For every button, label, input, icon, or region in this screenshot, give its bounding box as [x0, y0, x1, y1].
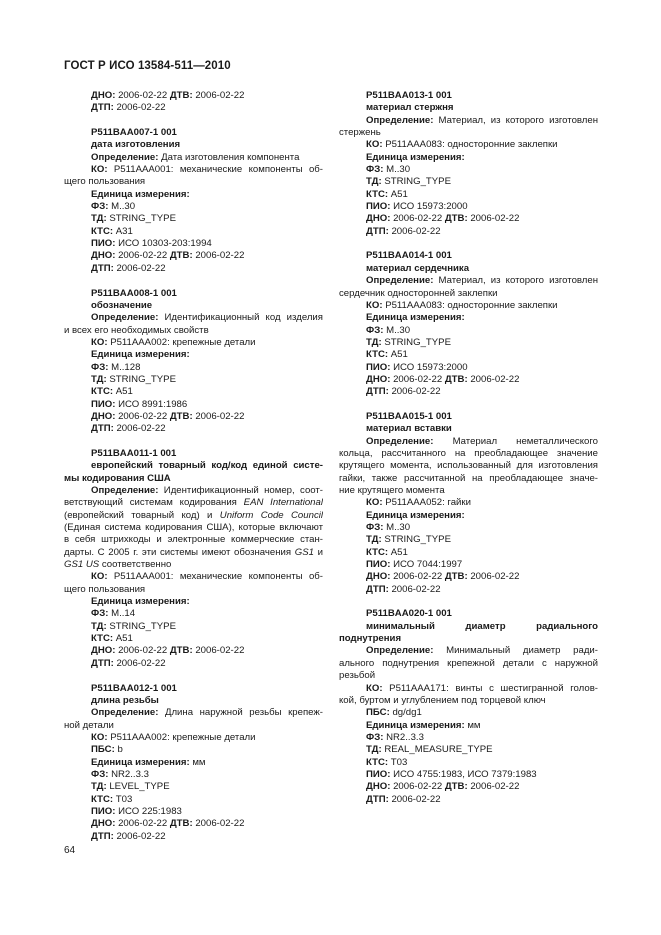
- entry-l1: [64, 127, 323, 275]
- entry-definition: Определение: Материал, из которого изготовлен: [366, 275, 598, 287]
- entry-definition: Определение: Идентификационный код изделия: [91, 312, 323, 324]
- entry-pbs: ПБС: b: [91, 744, 123, 756]
- entry-ko: КО: P511AAA001: механические компоненты об-: [91, 164, 323, 176]
- entry-pio: ПИО: ИСО 4755:1983, ИСО 7379:1983: [366, 768, 537, 780]
- entry-code: P511BAA013-1 001: [366, 90, 452, 101]
- entry-pio: ПИО: ИСО 15973:2000: [366, 361, 468, 373]
- entry-dates: ДНО: 2006-02-22 ДТВ: 2006-02-22: [91, 645, 245, 657]
- entry-ko: КО: P511AAA083: односторонние заклепки: [366, 139, 558, 151]
- entry-td: ТД: LEVEL_TYPE: [91, 781, 170, 793]
- entry-dtp: ДТП: 2006-02-22: [366, 793, 441, 805]
- entry-kts: КТС: A51: [366, 188, 408, 200]
- entry-fz: ФЗ: M..14: [91, 608, 136, 620]
- entry-td: ТД: STRING_TYPE: [91, 213, 176, 225]
- entry-name: минимальный диаметр радиального: [366, 620, 598, 632]
- entry-td: ТД: STRING_TYPE: [366, 336, 451, 348]
- entry-unit: Единица измерения: мм: [366, 719, 481, 731]
- entry-code: P511BAA015-1 001: [366, 410, 452, 422]
- entry-kts: КТС: A51: [366, 546, 408, 558]
- entry-unit: Единица измерения:: [91, 596, 190, 608]
- entry-ko: КО: P511AAA002: крепежные детали: [91, 336, 256, 348]
- right-column: [339, 90, 598, 806]
- entry-code: P511BAA008-1 001: [91, 287, 177, 299]
- entry-name: материал стержня: [366, 102, 454, 114]
- left-column: [64, 90, 323, 843]
- entry-unit: Единица измерения: мм: [91, 756, 206, 768]
- entry-name: обозначение: [91, 299, 153, 311]
- entry-dates: ДНО: 2006-02-22 ДТВ: 2006-02-22: [91, 410, 245, 422]
- entry-definition-cont: дарты. С 2005 г. эти системы имеют обозначения GS1 и: [64, 546, 323, 558]
- entry-definition: Определение: Дата изготовления компонента: [91, 151, 300, 163]
- entry-dtp: ДТП: 2006-02-22: [91, 830, 166, 842]
- entry-definition-cont: кольца, рассчитанного на преобладающее значение: [339, 447, 598, 459]
- entry-dtp: ДТП: 2006-02-22: [91, 262, 166, 274]
- entry-fz: ФЗ: M..30: [366, 522, 411, 534]
- entry-kts: КТС: A51: [366, 349, 408, 361]
- entry-name: европейский товарный код/код единой систе-: [91, 460, 323, 472]
- entry-fz: ФЗ: M..30: [91, 201, 136, 213]
- entry-definition-cont: (Единая система кодирования США), которые включают: [64, 522, 323, 534]
- entry-ko: КО: P511AAA052: гайки: [366, 497, 471, 509]
- entry-name: длина резьбы: [91, 694, 159, 706]
- entry-r4: [339, 608, 598, 806]
- entry-pio: ПИО: ИСО 7044:1997: [366, 559, 463, 571]
- entry-definition-cont: гайки, также рассчитанной на преобладающее значе-: [339, 472, 598, 484]
- entry-dtp: ДТП: 2006-02-22: [91, 657, 166, 669]
- entry-pio: ПИО: ИСО 10303-203:1994: [91, 238, 212, 250]
- entry-r2: [339, 250, 598, 398]
- entry-fz: ФЗ: NR2..3.3: [91, 768, 149, 780]
- entry-unit: Единица измерения:: [91, 349, 190, 361]
- document-header: ГОСТ Р ИСО 13584-511—2010: [64, 60, 231, 72]
- entry-pio: ПИО: ИСО 8991:1986: [91, 398, 188, 410]
- entry-definition-cont: (европейский товарный код) и Uniform Code Council: [64, 509, 323, 521]
- entry-name-cont: поднутрения: [339, 633, 402, 645]
- entry-definition-cont: ального поднутрения крепежной детали с наружной: [339, 657, 598, 669]
- continuation-dates: ДНО: 2006-02-22 ДТВ: 2006-02-22: [91, 90, 245, 101]
- entry-definition: Определение: Минимальный диаметр ради-: [366, 645, 598, 657]
- continuation-dtp: ДТП: 2006-02-22: [91, 102, 166, 114]
- entry-kts: КТС: A51: [91, 633, 133, 645]
- entry-pio: ПИО: ИСО 225:1983: [91, 805, 182, 817]
- entry-l3: [64, 448, 323, 670]
- entry-definition: Определение: Материал, из которого изготовлен: [366, 114, 598, 126]
- entry-definition-cont: резьбой: [339, 670, 376, 682]
- entry-fz: ФЗ: M..30: [366, 164, 411, 176]
- entry-dates: ДНО: 2006-02-22 ДТВ: 2006-02-22: [366, 373, 520, 385]
- entry-r3: [339, 411, 598, 596]
- entry-definition: Определение: Длина наружной резьбы крепеж-: [91, 707, 323, 719]
- entry-l4: [64, 683, 323, 843]
- entry-kts: КТС: T03: [91, 793, 133, 805]
- entry-pbs: ПБС: dg/dg1: [366, 707, 422, 719]
- entry-td: ТД: STRING_TYPE: [91, 373, 176, 385]
- entry-kts: КТС: A51: [91, 386, 133, 398]
- entry-r1: [339, 90, 598, 238]
- entry-ko: КО: P511AAA001: механические компоненты об-: [91, 571, 323, 583]
- entry-dates: ДНО: 2006-02-22 ДТВ: 2006-02-22: [91, 818, 245, 830]
- entry-code: P511BAA011-1 001: [91, 447, 177, 459]
- entry-td: ТД: REAL_MEASURE_TYPE: [366, 744, 493, 756]
- entry-l2: [64, 288, 323, 436]
- entry-definition-cont: стержень: [339, 127, 381, 139]
- entry-dtp: ДТП: 2006-02-22: [366, 583, 441, 595]
- entry-ko: КО: P511AAA002: крепежные детали: [91, 731, 256, 743]
- entry-code: P511BAA007-1 001: [91, 127, 177, 139]
- entry-code: P511BAA020-1 001: [366, 608, 452, 620]
- entry-kts: КТС: T03: [366, 756, 408, 768]
- entry-fz: ФЗ: M..30: [366, 324, 411, 336]
- entry-definition-cont: и всех его необходимых свойств: [64, 324, 209, 336]
- entry-ko: КО: P511AAA083: односторонние заклепки: [366, 299, 558, 311]
- entry-dates: ДНО: 2006-02-22 ДТВ: 2006-02-22: [91, 250, 245, 262]
- entry-pio: ПИО: ИСО 15973:2000: [366, 201, 468, 213]
- entry-name: материал вставки: [366, 423, 452, 435]
- entry-dtp: ДТП: 2006-02-22: [91, 423, 166, 435]
- entry-ko-cont: кой, буртом и углублением под торцевой ключ: [339, 694, 546, 706]
- entry-name: дата изготовления: [91, 139, 181, 151]
- entry-definition-cont: ной детали: [64, 719, 114, 731]
- entry-definition-cont: ветствующий системам кодирования EAN International: [64, 497, 323, 509]
- entry-unit: Единица измерения:: [366, 151, 465, 163]
- entry-ko-cont: щего пользования: [64, 583, 146, 595]
- entry-unit: Единица измерения:: [91, 188, 190, 200]
- entry-dtp: ДТП: 2006-02-22: [366, 386, 441, 398]
- entry-unit: Единица измерения:: [366, 509, 465, 521]
- entry-definition: Определение: Материал неметаллического: [366, 435, 598, 447]
- entry-definition: Определение: Идентификационный номер, соот-: [91, 485, 323, 496]
- entry-ko: КО: P511AAA171: винты с шестигранной голов-: [366, 682, 598, 694]
- entry-kts: КТС: A31: [91, 225, 133, 237]
- entry-code: P511BAA014-1 001: [366, 250, 452, 262]
- entry-ko-cont: щего пользования: [64, 176, 146, 188]
- entry-name-cont: мы кодирования США: [64, 472, 171, 484]
- entry-td: ТД: STRING_TYPE: [366, 534, 451, 546]
- entry-unit: Единица измерения:: [366, 312, 465, 324]
- entry-name: материал сердечника: [366, 262, 470, 274]
- entry-dates: ДНО: 2006-02-22 ДТВ: 2006-02-22: [366, 213, 520, 225]
- entry-definition-cont: сердечник односторонней заклепки: [339, 287, 498, 299]
- entry-definition-cont: GS1 US соответственно: [64, 559, 172, 571]
- entry-dates: ДНО: 2006-02-22 ДТВ: 2006-02-22: [366, 571, 520, 583]
- entry-definition-cont: крутящего момента, использованный для изготовления: [339, 460, 598, 472]
- entry-dates: ДНО: 2006-02-22 ДТВ: 2006-02-22: [366, 781, 520, 793]
- page-number: 64: [64, 845, 76, 856]
- entry-dtp: ДТП: 2006-02-22: [366, 225, 441, 237]
- entry-code: P511BAA012-1 001: [91, 682, 177, 694]
- entry-fz: ФЗ: NR2..3.3: [366, 731, 424, 743]
- entry-fz: ФЗ: M..128: [91, 361, 141, 373]
- entry-definition-cont: в себя штрихкоды и электронные коммерческие стан-: [64, 534, 323, 546]
- entry-td: ТД: STRING_TYPE: [366, 176, 451, 188]
- entry-definition-cont: ние крутящего момента: [339, 485, 445, 496]
- entry-td: ТД: STRING_TYPE: [91, 620, 176, 632]
